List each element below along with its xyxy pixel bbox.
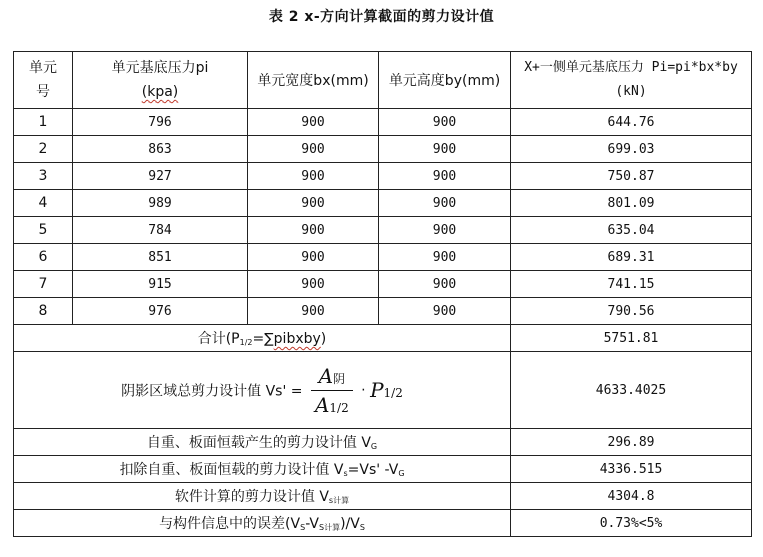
cell-width: 900 xyxy=(248,271,379,298)
selfweight-label: 自重、板面恒载产生的剪力设计值 $V_G$ xyxy=(14,429,511,456)
cell-side-pressure: 635.04 xyxy=(511,217,752,244)
error-row xyxy=(14,510,752,537)
cell-width: 900 xyxy=(248,217,379,244)
shear-design-table xyxy=(13,51,752,537)
area-ratio-fraction: $\frac{\text{A阴}}{A1/2}$ xyxy=(311,364,353,417)
total-value: 5751.81 xyxy=(511,325,752,352)
header-side-line1: X+一侧单元基底压力 Pi=pi*bx*by xyxy=(524,60,738,75)
cell-side-pressure: 689.31 xyxy=(511,244,752,271)
deduct-value: 4336.515 xyxy=(511,456,752,483)
header-unit-line2: 号 xyxy=(36,84,50,100)
cell-pressure: 989 xyxy=(73,190,248,217)
data-rows xyxy=(14,109,752,325)
selfweight-value: 296.89 xyxy=(511,429,752,456)
header-row xyxy=(14,52,752,109)
selfweight-row xyxy=(14,429,752,456)
header-side-pressure xyxy=(511,52,752,109)
header-pressure xyxy=(73,52,248,109)
cell-height: 900 xyxy=(379,244,511,271)
cell-width: 900 xyxy=(248,109,379,136)
shadow-row xyxy=(14,352,752,429)
cell-side-pressure: 801.09 xyxy=(511,190,752,217)
header-unit xyxy=(14,52,73,109)
cell-height: 900 xyxy=(379,217,511,244)
cell-unit-id: 8 xyxy=(14,298,73,325)
table-row xyxy=(14,190,752,217)
deduct-label: 扣除自重、板面恒载的剪力设计值 $V_s=Vs'$ $-V_G$ xyxy=(14,456,511,483)
cell-height: 900 xyxy=(379,298,511,325)
cell-unit-id: 7 xyxy=(14,271,73,298)
table-row xyxy=(14,136,752,163)
cell-unit-id: 2 xyxy=(14,136,73,163)
cell-side-pressure: 741.15 xyxy=(511,271,752,298)
software-row xyxy=(14,483,752,510)
cell-unit-id: 5 xyxy=(14,217,73,244)
table-caption: 表 2 x-方向计算截面的剪力设计值 xyxy=(268,9,495,25)
cell-pressure: 784 xyxy=(73,217,248,244)
cell-height: 900 xyxy=(379,109,511,136)
cell-width: 900 xyxy=(248,190,379,217)
cell-width: 900 xyxy=(248,298,379,325)
deduct-row xyxy=(14,456,752,483)
cell-height: 900 xyxy=(379,271,511,298)
shadow-label: 阴影区域总剪力设计值 Vs' = $\frac{\text{A阴}}{A1/2}$ · P1/2 xyxy=(14,352,511,429)
cell-side-pressure: 750.87 xyxy=(511,163,752,190)
cell-side-pressure: 644.76 xyxy=(511,109,752,136)
cell-width: 900 xyxy=(248,163,379,190)
header-unit-line1: 单元 xyxy=(29,60,57,76)
error-value: 0.73%<5% xyxy=(511,510,752,537)
header-pressure-line1: 单元基底压力pi xyxy=(111,60,209,76)
cell-pressure: 863 xyxy=(73,136,248,163)
cell-pressure: 851 xyxy=(73,244,248,271)
cell-pressure: 796 xyxy=(73,109,248,136)
shadow-label-text: 阴影区域总剪力设计值 Vs' = xyxy=(121,383,303,399)
cell-pressure: 915 xyxy=(73,271,248,298)
cell-side-pressure: 699.03 xyxy=(511,136,752,163)
cell-height: 900 xyxy=(379,136,511,163)
p-half-symbol: P1/2 xyxy=(370,378,403,402)
header-height: 单元高度by(mm) xyxy=(379,52,511,109)
cell-height: 900 xyxy=(379,163,511,190)
table-row xyxy=(14,163,752,190)
cell-width: 900 xyxy=(248,136,379,163)
shadow-value: 4633.4025 xyxy=(511,352,752,429)
cell-width: 900 xyxy=(248,244,379,271)
table-row xyxy=(14,217,752,244)
total-row xyxy=(14,325,752,352)
cell-pressure: 976 xyxy=(73,298,248,325)
cell-unit-id: 1 xyxy=(14,109,73,136)
header-pressure-line2: (kpa) xyxy=(141,84,179,100)
cell-pressure: 927 xyxy=(73,163,248,190)
table-row xyxy=(14,298,752,325)
header-width: 单元宽度bx(mm) xyxy=(248,52,379,109)
error-label: 与构件信息中的误差$(V_S-V_{S计算})/V_S$ xyxy=(14,510,511,537)
cell-unit-id: 4 xyxy=(14,190,73,217)
table-row xyxy=(14,109,752,136)
cell-unit-id: 3 xyxy=(14,163,73,190)
software-value: 4304.8 xyxy=(511,483,752,510)
cell-unit-id: 6 xyxy=(14,244,73,271)
total-label: 合计$(P_{1/2}=\sum pibxby)$ xyxy=(14,325,511,352)
header-side-line2: (kN) xyxy=(615,84,647,99)
cell-height: 900 xyxy=(379,190,511,217)
software-label: 软件计算的剪力设计值 $V_{s计算}$ xyxy=(14,483,511,510)
table-row xyxy=(14,271,752,298)
table-row xyxy=(14,244,752,271)
cell-side-pressure: 790.56 xyxy=(511,298,752,325)
